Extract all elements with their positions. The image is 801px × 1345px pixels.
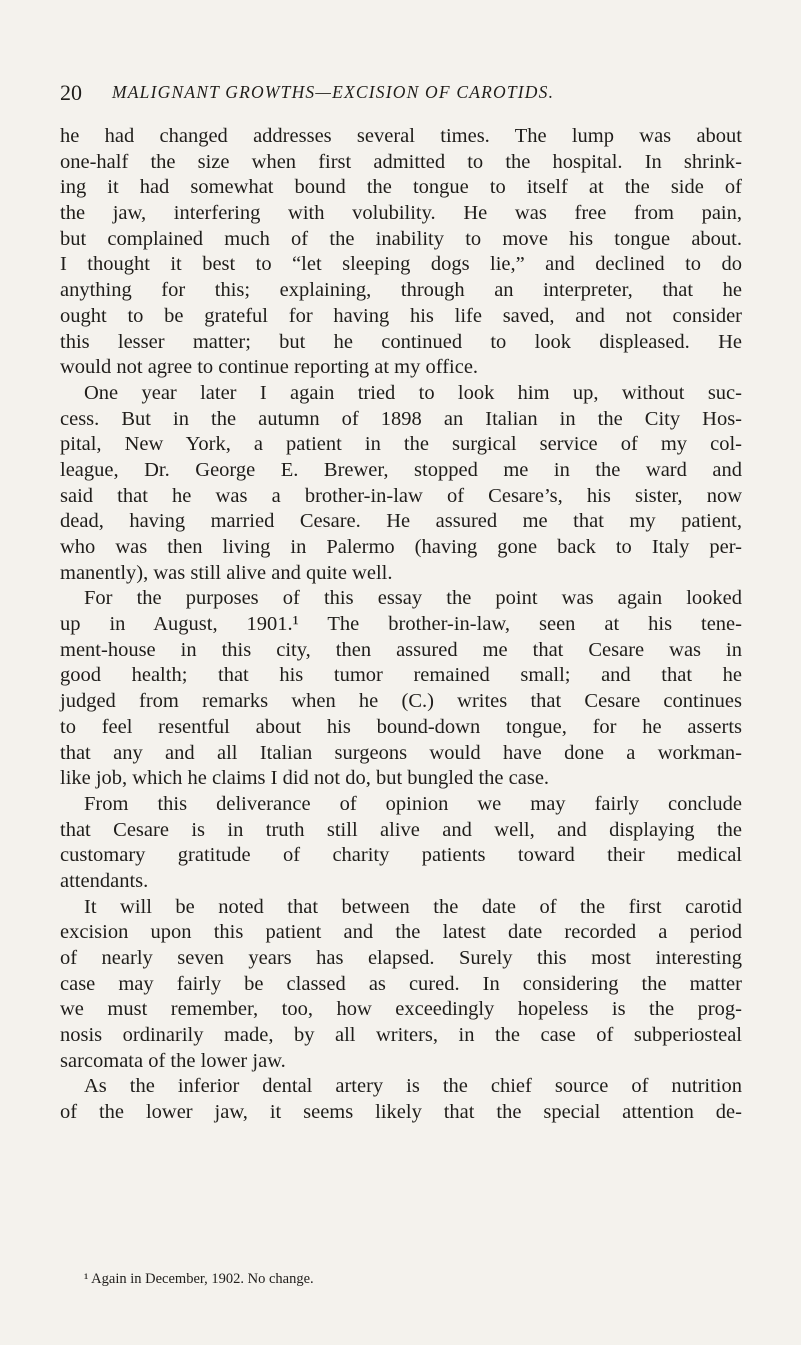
text-line: customary gratitude of charity patients toward their medical <box>60 844 742 867</box>
body-text <box>60 124 742 1126</box>
text-line: dead, having married Cesare. He assured me that my patient, <box>60 510 742 533</box>
text-line: It will be noted that between the date of the first carotid <box>84 895 742 918</box>
page-header <box>60 80 741 110</box>
text-line: who was then living in Palermo (having gone back to Italy per- <box>60 536 742 558</box>
text-line: said that he was a brother-in-law of Cesare’s, his sister, now <box>60 484 742 507</box>
text-line: he had changed addresses several times. The lump was about <box>60 125 742 147</box>
text-line: this lesser matter; but he continued to look displeased. He <box>60 330 742 353</box>
text-line: cess. But in the autumn of 1898 an Italian in the City Hos- <box>60 407 742 430</box>
text-line: would not agree to continue reporting at my office. <box>60 356 479 379</box>
text-line: For the purposes of this essay the point was again looked <box>84 587 742 610</box>
text-line: of nearly seven years has elapsed. Surely this most interesting <box>60 947 742 969</box>
text-line: to feel resentful about his bound-down tongue, for he asserts <box>60 715 742 738</box>
footnote: ¹ Again in December, 1902. No change. <box>84 1271 314 1287</box>
text-line: league, Dr. George E. Brewer, stopped me in the ward and <box>60 458 742 481</box>
text-line: one-half the size when first admitted to the hospital. In shrink- <box>60 150 742 173</box>
text-line: but complained much of the inability to move his tongue about. <box>60 227 742 250</box>
text-line: we must remember, too, how exceedingly hopeless is the prog- <box>60 998 742 1021</box>
text-line: attendants. <box>60 869 149 892</box>
text-line: nosis ordinarily made, by all writers, in the case of subperiosteal <box>60 1024 742 1047</box>
text-line: case may fairly be classed as cured. In considering the matter <box>60 972 742 995</box>
running-head: MALIGNANT GROWTHS—EXCISION OF CAROTIDS. <box>112 82 555 102</box>
text-line: One year later I again tried to look him up, without suc- <box>84 381 742 404</box>
page-number: 20 <box>60 80 82 105</box>
text-line: sarcomata of the lower jaw. <box>60 1049 286 1072</box>
text-line: that Cesare is in truth still alive and well, and displaying the <box>60 818 742 841</box>
text-line: I thought it best to “let sleeping dogs lie,” and declined to do <box>60 253 742 276</box>
text-line: good health; that his tumor remained small; and that he <box>60 664 742 687</box>
text-line: excision upon this patient and the latest date recorded a period <box>60 921 742 944</box>
text-line: that any and all Italian surgeons would have done a workman- <box>60 741 742 764</box>
text-line: ment-house in this city, then assured me that Cesare was in <box>60 638 742 661</box>
text-line: As the inferior dental artery is the chief source of nutrition <box>84 1075 742 1098</box>
text-line: the jaw, interfering with volubility. He was free from pain, <box>60 202 742 225</box>
text-line: ing it had somewhat bound the tongue to itself at the side of <box>60 176 742 199</box>
text-line: pital, New York, a patient in the surgical service of my col- <box>60 433 742 456</box>
text-line: judged from remarks when he (C.) writes that Cesare continues <box>60 690 742 713</box>
text-line: manently), was still alive and quite well. <box>60 561 393 584</box>
text-line: like job, which he claims I did not do, but bungled the case. <box>60 767 550 790</box>
text-line: up in August, 1901.¹ The brother-in-law, seen at his tene- <box>60 613 742 636</box>
text-line: ought to be grateful for having his life saved, and not consider <box>60 304 742 327</box>
text-line: From this deliverance of opinion we may fairly conclude <box>84 792 742 815</box>
text-line: of the lower jaw, it seems likely that the special attention de- <box>60 1101 742 1124</box>
text-line: anything for this; explaining, through an interpreter, that he <box>60 279 742 302</box>
